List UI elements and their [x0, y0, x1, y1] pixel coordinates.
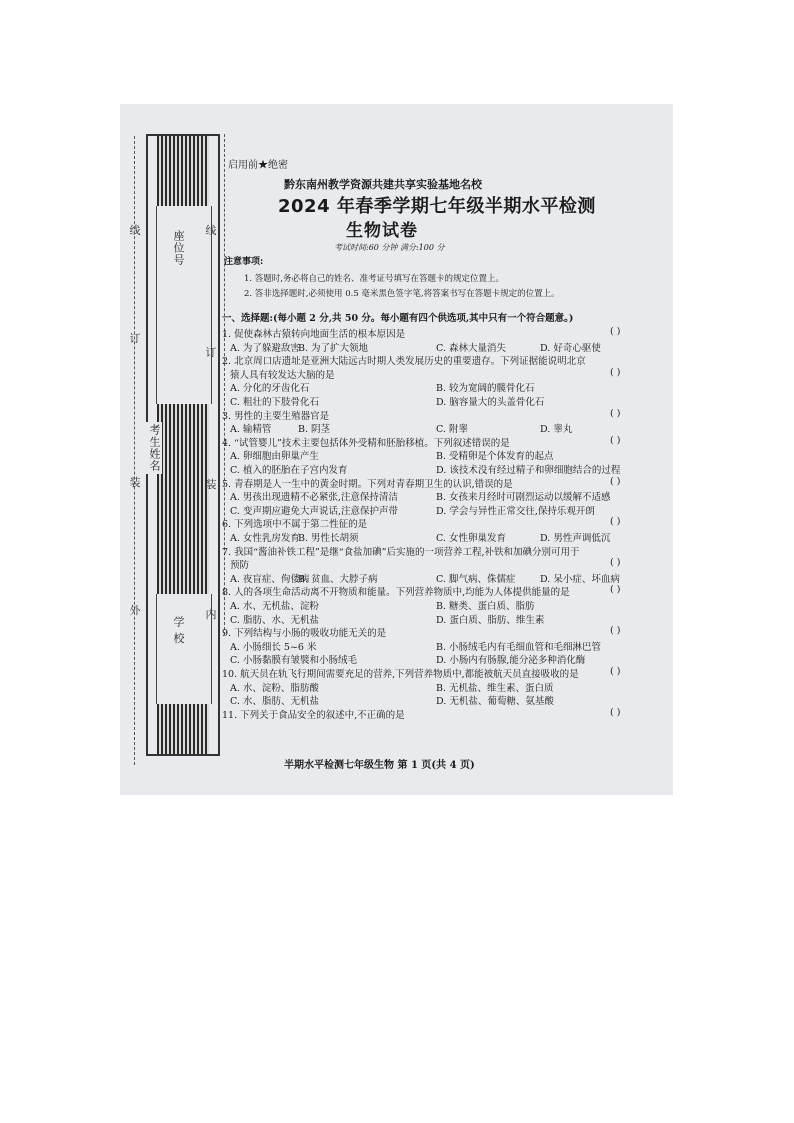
- answer-bracket: ( ): [610, 557, 621, 569]
- cut-mark-char: 内: [205, 608, 217, 621]
- answer-option: A. 水、淀粉、脂肪酸: [230, 682, 319, 694]
- exam-title: 2024 年春季学期七年级半期水平检测: [278, 196, 596, 217]
- confidential-mark: 启用前★绝密: [228, 160, 288, 171]
- answer-option: A. 为了躲避敌害: [230, 342, 300, 354]
- exam-subject: 生物试卷: [346, 221, 418, 241]
- question-stem: 1. 促使森林古猿转向地面生活的根本原因是: [222, 329, 406, 340]
- student-name-label: 考生姓名: [148, 424, 161, 472]
- page-footer: 半期水平检测七年级生物 第 1 页(共 4 页): [284, 760, 475, 771]
- answer-option: C. 附睾: [436, 424, 468, 436]
- answer-option: A. 输精管: [230, 424, 272, 436]
- answer-option: D. 呆小症、坏血病: [540, 573, 620, 585]
- answer-option: C. 粗壮的下肢骨化石: [230, 397, 319, 408]
- binding-stripe: [157, 136, 209, 206]
- answer-option: B. 较为宽阔的髋骨化石: [436, 383, 535, 395]
- notice-item: 2. 答非选择题时,必须使用 0.5 毫米黑色签字笔,将答案书写在答题卡规定的位置上。: [244, 289, 560, 299]
- answer-option: C. 森林大量消失: [436, 342, 506, 354]
- answer-option: D. 脑容量大的头盖骨化石: [436, 397, 545, 408]
- answer-option: B. 阴茎: [298, 424, 331, 436]
- answer-option: A. 水、无机盐、淀粉: [230, 601, 319, 612]
- answer-option: C. 脚气病、侏儒症: [436, 573, 516, 585]
- answer-option: D. 小肠内有肠腺,能分泌多种消化酶: [436, 655, 586, 667]
- school-label: 学 校: [172, 616, 185, 645]
- answer-option: A. 夜盲症、佝偻病: [230, 573, 310, 585]
- seat-number-label: 座位号: [172, 230, 185, 266]
- answer-option: C. 植入的胚胎在子宫内发育: [230, 465, 348, 476]
- cut-mark-char: 订: [129, 332, 141, 345]
- answer-option: D. 好奇心驱使: [540, 342, 601, 354]
- answer-bracket: ( ): [610, 475, 621, 487]
- section-heading: 一、选择题:(每小题 2 分,共 50 分。每小题有四个供选项,其中只有一个符合题意。): [222, 313, 574, 324]
- cut-mark-char: 订: [205, 346, 217, 359]
- question-stem: 2. 北京周口店遗址是亚洲大陆远古时期人类发展历史的重要遗存。下列证据能说明北京: [222, 356, 586, 368]
- binding-stripe: [157, 404, 209, 594]
- exam-time-info: 考试时间:60 分钟 满分:100 分: [334, 243, 445, 252]
- answer-bracket: ( ): [610, 706, 621, 718]
- question-stem: 8. 人的各项生命活动离不开物质和能量。下列营养物质中,均能为人体提供能量的是: [222, 587, 570, 599]
- answer-option: D. 蛋白质、脂肪、维生素: [436, 614, 545, 626]
- cut-mark-char: 线: [129, 224, 141, 237]
- answer-option: D. 学会与异性正常交往,保持乐观开朗: [436, 505, 595, 517]
- answer-bracket: ( ): [610, 584, 621, 596]
- binding-stripe: [157, 704, 209, 754]
- answer-option: A. 男孩出现遗精不必紧张,注意保持清洁: [230, 492, 398, 504]
- answer-option: C. 水、脂肪、无机盐: [230, 696, 319, 708]
- notice-title: 注意事项:: [224, 257, 264, 267]
- answer-option: A. 卵细胞由卵巢产生: [230, 451, 319, 463]
- answer-option: B. 贫血、大脖子病: [298, 573, 378, 585]
- answer-option: B. 为了扩大领地: [298, 342, 369, 354]
- answer-option: B. 小肠绒毛内有毛细血管和毛细淋巴管: [436, 641, 602, 653]
- cut-mark-char: 线: [205, 224, 217, 237]
- answer-option: D. 该技术没有经过精子和卵细胞结合的过程: [436, 465, 621, 476]
- answer-option: A. 小肠细长 5~6 米: [230, 641, 317, 653]
- answer-option: D. 无机盐、葡萄糖、氨基酸: [436, 696, 554, 708]
- answer-option: C. 脂肪、水、无机盐: [230, 614, 319, 626]
- answer-option: B. 无机盐、维生素、蛋白质: [436, 682, 554, 694]
- right-cut-line: [224, 134, 225, 635]
- answer-option: B. 女孩来月经时可剧烈运动以缓解不适感: [436, 492, 611, 504]
- answer-bracket: ( ): [610, 326, 621, 337]
- answer-option: B. 受精卵是个体发育的起点: [436, 451, 554, 463]
- answer-bracket: ( ): [610, 625, 621, 637]
- question-stem: 5. 青春期是人一生中的黄金时期。下列对青春期卫生的认识,错误的是: [222, 478, 513, 490]
- question-stem: 10. 航天员在轨飞行期间需要充足的营养,下列营养物质中,都能被航天员直接吸收的是: [222, 669, 579, 680]
- question-stem: 7. 我国“酱油补铁工程”是继“食盐加碘”后实施的一项营养工程,补铁和加碘分别可用于: [222, 546, 580, 558]
- answer-option: B. 糖类、蛋白质、脂肪: [436, 601, 535, 612]
- answer-option: D. 睾丸: [540, 424, 573, 436]
- organization-name: 黔东南州教学资源共建共享实验基地名校: [284, 178, 482, 191]
- answer-bracket: ( ): [610, 366, 621, 378]
- answer-bracket: ( ): [610, 666, 621, 677]
- answer-option: A. 分化的牙齿化石: [230, 383, 310, 395]
- question-stem: 3. 男性的主要生殖器官是: [222, 410, 330, 422]
- exam-photo: [120, 104, 673, 795]
- answer-bracket: ( ): [610, 407, 621, 419]
- cut-mark-char: 装: [129, 476, 141, 489]
- notice-item: 1. 答题时,务必将自己的姓名、准考证号填写在答题卡的规定位置上。: [244, 274, 505, 284]
- answer-bracket: ( ): [610, 516, 621, 528]
- question-stem: 6. 下列选项中不属于第二性征的是: [222, 519, 368, 531]
- cut-mark-char: 装: [205, 478, 217, 491]
- answer-option: C. 女性卵巢发育: [436, 533, 506, 544]
- answer-option: C. 变声期应避免大声说话,注意保护声带: [230, 505, 398, 517]
- answer-option: B. 男性长胡须: [298, 533, 359, 544]
- question-stem: 预防: [230, 560, 250, 572]
- answer-bracket: ( ): [610, 434, 621, 446]
- answer-option: A. 女性乳房发育: [230, 533, 300, 544]
- question-stem: 猿人具有较发达大脑的是: [230, 369, 335, 381]
- question-stem: 11. 下列关于食品安全的叙述中,不正确的是: [222, 709, 405, 721]
- question-stem: 4. “试管婴儿”技术主要包括体外受精和胚胎移植。下列叙述错误的是: [222, 437, 510, 449]
- answer-option: C. 小肠黏膜有皱襞和小肠绒毛: [230, 655, 357, 667]
- answer-option: D. 男性声调低沉: [540, 533, 611, 544]
- question-stem: 9. 下列结构与小肠的吸收功能无关的是: [222, 628, 387, 640]
- cut-mark-char: 外: [129, 604, 141, 617]
